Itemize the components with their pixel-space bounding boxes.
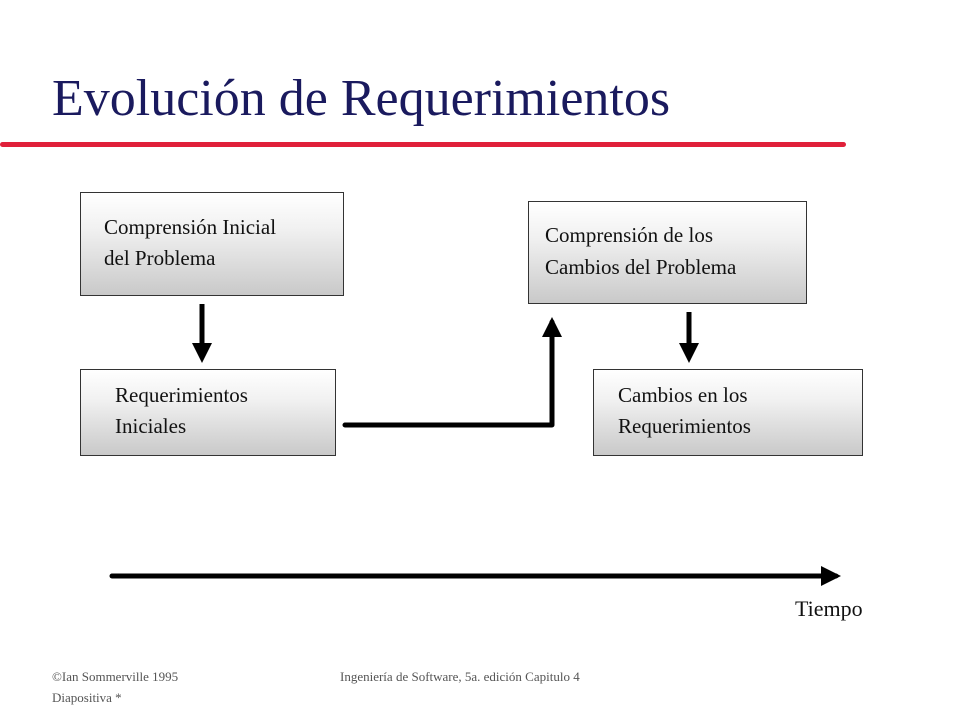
slide-title: Evolución de Requerimientos: [52, 70, 671, 127]
footer-course: Ingeniería de Software, 5a. edición Capitulo 4: [340, 669, 580, 684]
box-initial-requirements-line1: Requerimientos: [115, 383, 248, 407]
box-initial-requirements-line2: Iniciales: [115, 414, 187, 438]
box-changed-requirements-line1: Cambios en los: [618, 383, 748, 407]
footer-copyright: ©Ian Sommerville 1995: [52, 669, 179, 684]
box-changed-understanding-line1: Comprensión de los: [545, 223, 713, 247]
box-initial-understanding-line2: del Problema: [104, 246, 216, 270]
footer-slide-number: Diapositiva *: [52, 690, 122, 705]
box-changed-understanding-line2: Cambios del Problema: [545, 255, 737, 279]
arrow-requirements-to-changed-understanding: [345, 322, 552, 425]
box-initial-understanding-line1: Comprensión Inicial: [104, 215, 277, 239]
box-changed-requirements-line2: Requerimientos: [618, 414, 751, 438]
time-axis-label: Tiempo: [795, 596, 863, 621]
